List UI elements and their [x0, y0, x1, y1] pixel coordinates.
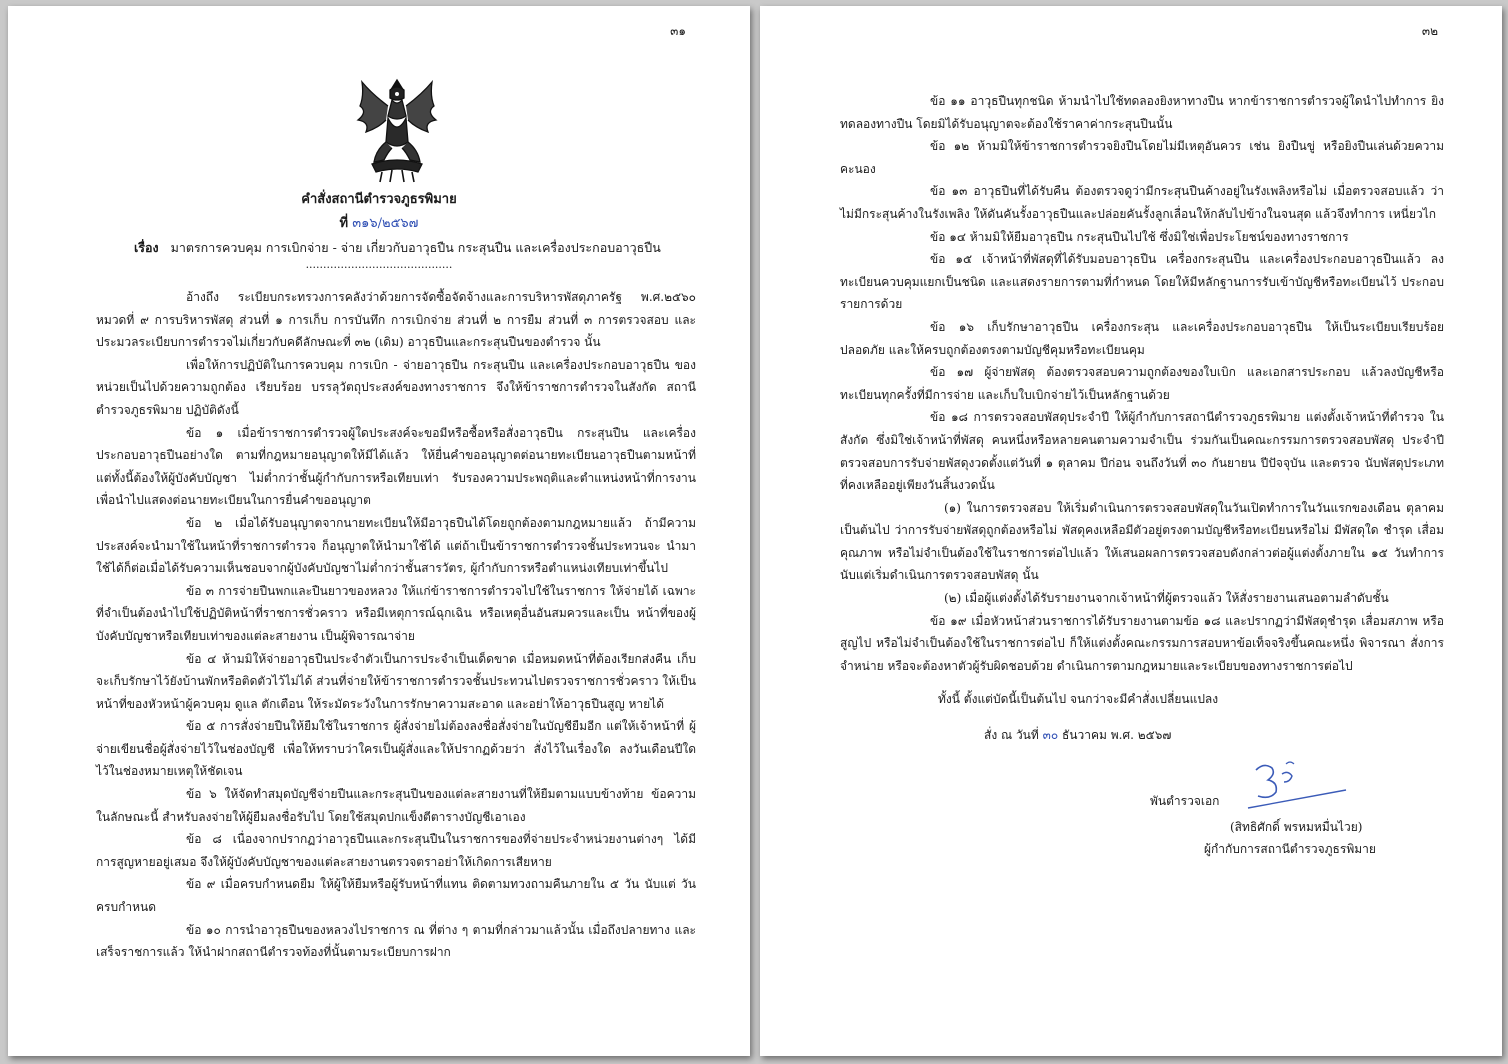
signer-position: ผู้กำกับการสถานีตำรวจภูธรพิมาย	[1204, 842, 1376, 856]
clause-1: ข้อ ๑ เมื่อข้าราชการตำรวจผู้ใดประสงค์จะขอมีหรือซื้อหรือสั่งอาวุธปืน กระสุนปืน และเครื่อง ประกอบอาวุธปืนอย่างใด ตามที่กฎหมายอนุญาตให้มีได้แล้ว ให้ยื่นคำขออนุญาตต่อนายทะเบียนอาวุธปืนตามหน้าที่ แต่ทั้งนี้ต้องให้ผู้บังคับบัญชา ไม่ต่ำกว่าชั้นผู้กำกับการหรือเทียบเท่า รับรองความประพฤติและตำแหน่งหน้าที่การงาน เพื่อนำไปแสดงต่อนายทะเบียนในการยื่นคำขออนุญาต	[96, 425, 696, 508]
subject-line	[134, 238, 661, 258]
signer-name: (สิทธิศักดิ์ พรหมหมื่นไวย)	[1230, 820, 1363, 834]
subject-label: เรื่อง	[134, 240, 159, 255]
handwritten-signature-icon	[1242, 760, 1350, 816]
clause-5: ข้อ ๕ การสั่งจ่ายปืนให้ยืมใช้ในราชการ ผู้สั่งจ่ายไม่ต้องลงชื่อสั่งจ่ายในบัญชียืมอีก แต่ให้เจ้าหน้าที่ ผู้จ่ายเขียนชื่อผู้สั่งจ่ายไว้ในช่องบัญชี เพื่อให้ทราบว่าใครเป็นผู้สั่งและให้ปรากฏด้วยว่า สั่งไว้ในเรื่องใด ลงวันเดือนปีใด ไว้ในช่องหมายเหตุให้ชัดเจน	[96, 719, 696, 779]
clause-12: ข้อ ๑๒ ห้ามมิให้ข้าราชการตำรวจยิงปืนโดยไม่มีเหตุอันควร เช่น ยิงปืนขู่ หรือยิงปืนเล่นด้วยความคะนอง	[840, 139, 1444, 176]
document-title: คำสั่งสถานีตำรวจภูธรพิมาย	[301, 192, 457, 207]
paragraph-purpose: เพื่อให้การปฏิบัติในการควบคุม การเบิก - จ่ายอาวุธปืน กระสุนปืน และเครื่องประกอบอาวุธปืน ของหน่วยเป็นไปด้วยความถูกต้อง เรียบร้อย บรรลุวัตถุประสงค์ของทางราชการ จึงให้ข้าราชการตำรวจในสังกัด สถานีตำรวจภูธรพิมาย ปฏิบัติดังนี้	[96, 357, 696, 417]
clause-17: ข้อ ๑๗ ผู้จ่ายพัสดุ ต้องตรวจสอบความถูกต้องของใบเบิก และเอกสารประกอบ แล้วลงบัญชีหรือ ทะเบียนทุกครั้งที่มีการจ่าย และเก็บใบเบิกจ่ายไว้เป็นหลักฐานด้วย	[840, 365, 1444, 402]
order-date	[984, 726, 1171, 745]
order-body-left	[96, 286, 696, 964]
date-rest: ธันวาคม พ.ศ. ๒๕๖๗	[1061, 728, 1172, 742]
order-label: ที่	[339, 216, 349, 231]
clause-18-sub-2: (๒) เมื่อผู้แต่งตั้งได้รับรายงานจากเจ้าหน้าที่ผู้ตรวจแล้ว ให้สั่งรายงานเสนอตามลำดับชั้น	[944, 591, 1389, 606]
date-prefix: สั่ง ณ วันที่	[984, 728, 1039, 742]
clause-9: ข้อ ๙ เมื่อครบกำหนดยืม ให้ผู้ให้ยืมหรือผู้รับหน้าที่แทน ติดตามทวงถามคืนภายใน ๕ วัน นับแต่ วันครบกำหนด	[96, 877, 696, 915]
date-day: ๓๐	[1042, 728, 1059, 742]
separator-dots: ..........................................	[305, 258, 453, 271]
clause-18-sub-1: (๑) ในการตรวจสอบ ให้เริ่มดำเนินการตรวจสอบพัสดุในวันเปิดทำการในวันแรกของเดือน ตุลาคมเป็นต้นไป ว่าการรับจ่ายพัสดุถูกต้องหรือไม่ พัสดุคงเหลือมีตัวอยู่ตรงตามบัญชีหรือทะเบียนหรือไม่ มีพัสดุใด ชำรุด เสื่อมคุณภาพ หรือไม่จำเป็นต้องใช้ในราชการต่อไปแล้ว ให้เสนอผลการตรวจสอบดังกล่าวต่อผู้แต่งตั้งภายใน ๑๕ วันทำการ นับแต่เริ่มดำเนินการตรวจสอบพัสดุ นั้น	[840, 500, 1444, 583]
clause-19: ข้อ ๑๙ เมื่อหัวหน้าส่วนราชการได้รับรายงานตามข้อ ๑๘ และปรากฏว่ามีพัสดุชำรุด เสื่อมสภาพ หรือสูญไป หรือไม่จำเป็นต้องใช้ในราชการต่อไป ก็ให้แต่งตั้งคณะกรรมการสอบหาข้อเท็จจริงขึ้นคณะหนึ่ง พิจารณา สั่งการจำหน่าย หรือจะต้องหาตัวผู้รับผิดชอบด้วย ดำเนินการตามกฎหมายและระเบียบของทางราชการต่อไป	[840, 613, 1444, 673]
closing-statement: ทั้งนี้ ตั้งแต่บัดนี้เป็นต้นไป จนกว่าจะมีคำสั่งเปลี่ยนแปลง	[938, 692, 1219, 706]
clause-6: ข้อ ๖ ให้จัดทำสมุดบัญชีจ่ายปืนและกระสุนปืนของแต่ละสายงานที่ให้ยืมตามแบบข้างท้าย ข้อความในลักษณะนี้ สำหรับลงจ่ายให้ผู้ยืมลงชื่อรับไป โดยใช้สมุดปกแข็งตีตารางบัญชีเอาเอง	[96, 787, 696, 824]
subject-text: มาตรการควบคุม การเบิกจ่าย - จ่าย เกี่ยวกับอาวุธปืน กระสุนปืน และเครื่องประกอบอาวุธปืน	[170, 240, 661, 255]
clause-11: ข้อ ๑๑ อาวุธปืนทุกชนิด ห้ามนำไปใช้ทดลองยิงหาทางปืน หากข้าราชการตำรวจผู้ใดนำไปทำการ ยิงทดลองทางปืน โดยมิได้รับอนุญาตจะต้องใช้ราคาค่ากระสุนปืนนั้น	[840, 94, 1444, 131]
garuda-emblem-icon	[352, 76, 442, 186]
clause-4: ข้อ ๔ ห้ามมิให้จ่ายอาวุธปืนประจำตัวเป็นการประจำเป็นเด็ดขาด เมื่อหมดหน้าที่ต้องเรียกส่งคืน เก็บ จะเก็บรักษาไว้ยังบ้านพักหรือติดตัวไว้ไม่ได้ ส่วนที่จ่ายให้ข้าราชการตำรวจชั้นประทวนไปตรวจราชการชั่วคราว ให้เป็นหน้าที่ของหัวหน้าผู้ควบคุม ดูแล ตักเตือน ให้ระมัดระวังในการรักษาความสะอาด และอย่าให้อาวุธปืนสูญ หายได้	[96, 651, 696, 711]
clause-15: ข้อ ๑๕ เจ้าหน้าที่พัสดุที่ได้รับมอบอาวุธปืน เครื่องกระสุนปืน และเครื่องประกอบอาวุธปืนแล้ว ลงทะเบียนควบคุมแยกเป็นชนิด และแสดงรายการตามที่กำหนด โดยให้มีหลักฐานการรับเข้าบัญชีหรือทะเบียนไว้ ประกอบรายการด้วย	[840, 252, 1444, 312]
order-number: ๓๑๖/๒๕๖๗	[352, 216, 419, 231]
clause-13: ข้อ ๑๓ อาวุธปืนที่ได้รับคืน ต้องตรวจดูว่ามีกระสุนปืนค้างอยู่ในรังเพลิงหรือไม่ เมื่อตรวจสอบแล้ว ว่าไม่มีกระสุนค้างในรังเพลิง ให้ดันคันรั้งอาวุธปืนและปล่อยคันรั้งลูกเลื่อนให้กลับไปข้างในจนสุด แล้วจึงทำการ เหนี่ยวไก	[840, 184, 1444, 221]
order-body-right	[840, 90, 1444, 677]
page-number: ๓๑	[670, 24, 686, 38]
page-number: ๓๒	[1421, 24, 1438, 38]
clause-2: ข้อ ๒ เมื่อได้รับอนุญาตจากนายทะเบียนให้มีอาวุธปืนได้โดยถูกต้องตามกฎหมายแล้ว ถ้ามีความ ประสงค์จะนำมาใช้ในหน้าที่ราชการตำรวจ ก็อนุญาตให้นำมาใช้ได้ แต่ถ้าเป็นข้าราชการตำรวจชั้นประทวนจะ นำมาใช้ได้ก็ต่อเมื่อได้รับความเห็นชอบจากผู้บังคับบัญชาไม่ต่ำกว่าชั้นสารวัตร, ผู้กำกับการหรือตำแหน่งเทียบเท่าขึ้นไป	[96, 515, 696, 576]
clause-14: ข้อ ๑๔ ห้ามมิให้ยืมอาวุธปืน กระสุนปืนไปใช้ ซึ่งมิใช่เพื่อประโยชน์ของทางราชการ	[930, 229, 1349, 244]
clause-10: ข้อ ๑๐ การนำอาวุธปืนของหลวงไปราชการ ณ ที่ต่าง ๆ ตามที่กล่าวมาแล้วนั้น เมื่อถึงปลายทาง และเสร็จราชการแล้ว ให้นำฝากสถานีตำรวจท้องที่นั้นตามระเบียบการฝาก	[96, 922, 696, 960]
order-number-line	[8, 212, 750, 233]
clause-16: ข้อ ๑๖ เก็บรักษาอาวุธปืน เครื่องกระสุน และเครื่องประกอบอาวุธปืน ให้เป็นระเบียบเรียบร้อย ปลอดภัย และให้ครบถูกต้องตรงตามบัญชีคุมหรือทะเบียนคุม	[840, 319, 1444, 357]
clause-8: ข้อ ๘ เนื่องจากปรากฏว่าอาวุธปืนและกระสุนปืนในราชการของที่จ่ายประจำหน่วยงานต่างๆ ได้มี การสูญหายอยู่เสมอ จึงให้ผู้บังคับบัญชาของแต่ละสายงานตรวจตราอย่าให้เกิดการเสียหาย	[96, 832, 696, 869]
document-page-left	[8, 6, 750, 1056]
clause-3: ข้อ ๓ การจ่ายปืนพกและปืนยาวของหลวง ให้แก่ข้าราชการตำรวจไปใช้ในราชการ ให้จ่ายได้ เฉพาะที่จำเป็นต้องนำไปใช้ปฏิบัติหน้าที่ราชการชั่วคราว หรือมีเหตุการณ์ฉุกเฉิน หรือเหตุอื่นอันสมควรและเป็น หน้าที่ของผู้บังคับบัญชาหรือเทียบเท่าของแต่ละสายงาน เป็นผู้พิจารณาจ่าย	[96, 583, 696, 643]
document-page-right	[760, 6, 1502, 1056]
signer-rank: พันตำรวจเอก	[1150, 794, 1220, 808]
clause-18: ข้อ ๑๘ การตรวจสอบพัสดุประจำปี ให้ผู้กำกับการสถานีตำรวจภูธรพิมาย แต่งตั้งเจ้าหน้าที่ตำรวจ ในสังกัด ซึ่งมิใช่เจ้าหน้าที่พัสดุ คนหนึ่งหรือหลายคนตามความจำเป็น ร่วมกันเป็นคณะกรรมการตรวจสอบพัสดุ ประจำปี ตรวจสอบการรับจ่ายพัสดุงวดตั้งแต่วันที่ ๑ ตุลาคม ปีก่อน จนถึงวันที่ ๓๐ กันยายน ปีปัจจุบัน และตรวจ นับพัสดุประเภทที่คงเหลืออยู่เพียงวันสิ้นงวดนั้น	[840, 410, 1444, 493]
paragraph-reference: อ้างถึง ระเบียบกระทรวงการคลังว่าด้วยการจัดซื้อจัดจ้างและการบริหารพัสดุภาครัฐ พ.ศ.๒๕๖๐ หมวดที่ ๙ การบริหารพัสดุ ส่วนที่ ๑ การเก็บ การบันทึก การเบิกจ่าย ส่วนที่ ๒ การยืม ส่วนที่ ๓ การตรวจสอบ และประมวลระเบียบการตำรวจไม่เกี่ยวกับคดีลักษณะที่ ๓๒ (เดิม) อาวุธปืนและกระสุนปืนของตำรวจ นั้น	[96, 290, 696, 350]
